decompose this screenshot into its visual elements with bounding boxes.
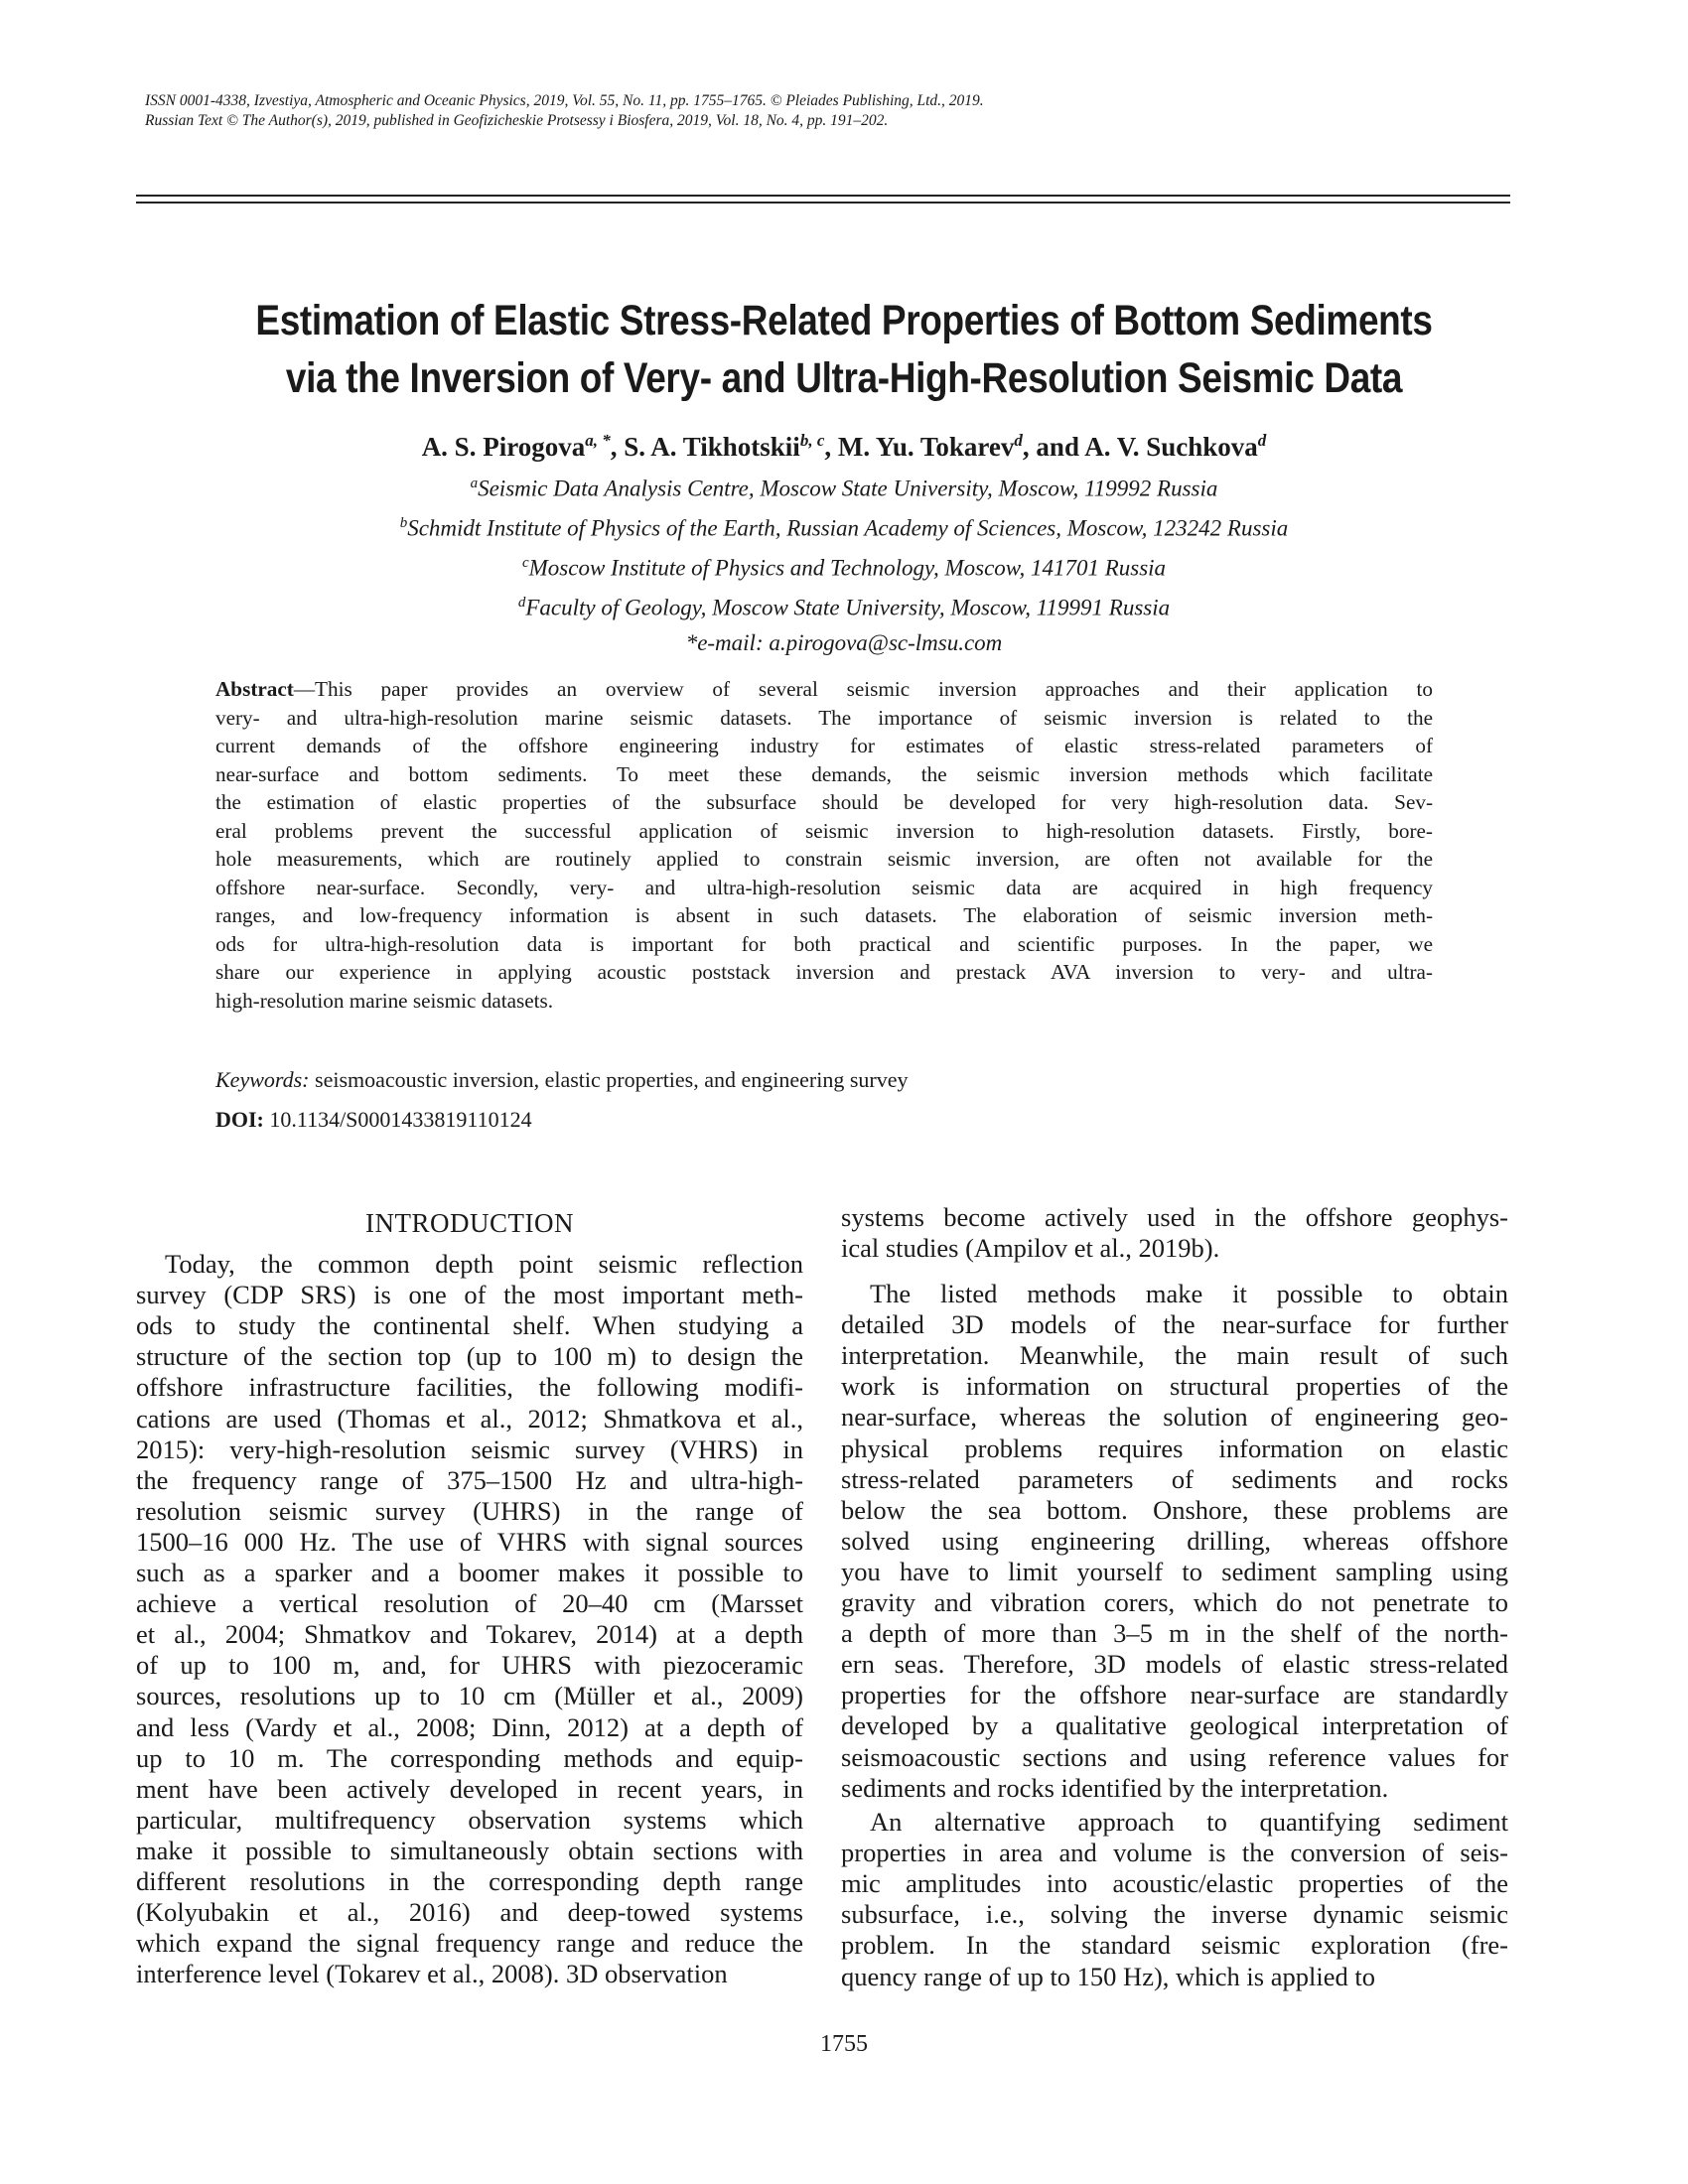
affiliation-text: Seismic Data Analysis Centre, Moscow State University, Moscow, 119992 Russia	[478, 476, 1218, 501]
body-text-line: ical studies (Ampilov et al., 2019b).	[841, 1233, 1220, 1264]
abstract-line: hole measurements, which are routinely applied to constrain seismic inversion, are often not available for the	[215, 847, 1433, 871]
author-separator: , and	[1022, 432, 1085, 462]
body-text-line: sediments and rocks identified by the interpretation.	[841, 1772, 1389, 1803]
journal-citation-line: ISSN 0001-4338, Izvestiya, Atmospheric and Oceanic Physics, 2019, Vol. 55, No. 11, pp. 1755–1765. © Pleiades Publishing, Ltd., 2019.	[145, 92, 984, 109]
body-text-line: problem. In the standard seismic exploration (fre-	[841, 1930, 1508, 1961]
body-text-line: near-surface, whereas the solution of engineering geo-	[841, 1402, 1508, 1433]
abstract-line: ods for ultra-high-resolution data is important for both practical and scientific purposes. In the paper, we	[215, 931, 1433, 956]
body-text-line: a depth of more than 3–5 m in the shelf of the north-	[841, 1618, 1508, 1649]
body-text-line: sources, resolutions up to 10 cm (Müller et al., 2009)	[136, 1681, 803, 1711]
affiliation-line	[99, 626, 1589, 661]
author-affiliation-mark: d	[1257, 431, 1267, 450]
abstract-line	[215, 675, 1433, 704]
title-line-2: via the Inversion of Very- and Ultra-High-Resolution Seismic Data	[285, 354, 1403, 402]
body-text-line: ment have been actively developed in recent years, in	[136, 1773, 803, 1804]
body-text-line: quency range of up to 150 Hz), which is applied to	[841, 1961, 1375, 1991]
doi-line	[215, 1106, 532, 1134]
affiliation-mark: a	[470, 476, 479, 491]
body-text-line: properties in area and volume is the conversion of seis-	[841, 1838, 1508, 1868]
doi-label: DOI:	[215, 1107, 264, 1132]
body-text-line: such as a sparker and a boomer makes it possible to	[136, 1558, 803, 1587]
body-text-line: interference level (Tokarev et al., 2008). 3D observation	[136, 1959, 728, 1989]
abstract-line: the estimation of elastic properties of the subsurface should be developed for very high-resolution data. Sev-	[215, 790, 1433, 814]
body-text-line: An alternative approach to quantifying sediment	[870, 1807, 1508, 1837]
body-text-line: make it possible to simultaneously obtain sections with	[136, 1835, 803, 1865]
body-text-line: 2015): very-high-resolution seismic survey (VHRS) in	[136, 1433, 803, 1464]
body-text-line: you have to limit yourself to sediment sampling using	[841, 1556, 1508, 1586]
body-text-line: detailed 3D models of the near-surface for further	[841, 1309, 1508, 1340]
body-text-line: achieve a vertical resolution of 20–40 cm (Marsset	[136, 1588, 803, 1619]
author-separator: ,	[610, 432, 625, 462]
abstract-text: —This paper provides an overview of several seismic inversion approaches and their application to	[293, 677, 1433, 701]
body-text-line: stress-related parameters of sediments and rocks	[841, 1463, 1508, 1494]
abstract-line: current demands of the offshore engineering industry for estimates of elastic stress-related parameters of	[215, 734, 1433, 757]
author-name: A. S. Pirogova	[421, 432, 586, 462]
body-text-line: up to 10 m. The corresponding methods and equip-	[136, 1742, 803, 1773]
keywords-label: Keywords:	[215, 1067, 310, 1092]
body-text-line: properties for the offshore near-surface are standardly	[841, 1680, 1508, 1710]
russian-text-citation-line: Russian Text © The Author(s), 2019, published in Geofizicheskie Protsessy i Biosfera, 2019, Vol. 18, No. 4, pp. 191–202.	[145, 112, 889, 129]
author-affiliation-mark: a, *	[585, 431, 611, 450]
title-line-1: Estimation of Elastic Stress-Related Properties of Bottom Sediments	[255, 297, 1433, 344]
abstract-line: share our experience in applying acoustic poststack inversion and prestack AVA inversion to very- and ultra-	[215, 960, 1433, 984]
author-name: A. V. Suchkova	[1084, 432, 1258, 462]
body-text-line: ods to study the continental shelf. When studying a	[136, 1310, 803, 1341]
body-text-line: resolution seismic survey (UHRS) in the range of	[136, 1495, 803, 1526]
body-text-line: (Kolyubakin et al., 2016) and deep-towed systems	[136, 1897, 803, 1928]
body-text-line: the frequency range of 375–1500 Hz and ultra-high-	[136, 1464, 803, 1495]
affiliation-text: Schmidt Institute of Physics of the Earth, Russian Academy of Sciences, Moscow, 123242 Russia	[407, 515, 1289, 541]
body-text-line: of up to 100 m, and, for UHRS with piezoceramic	[136, 1650, 803, 1681]
author-name: S. A. Tikhotskii	[624, 432, 800, 462]
body-text-line: et al., 2004; Shmatkov and Tokarev, 2014) at a depth	[136, 1619, 803, 1650]
body-text-line: which expand the signal frequency range and reduce the	[136, 1928, 803, 1959]
body-text-line: structure of the section top (up to 100 m) to design the	[136, 1341, 803, 1372]
abstract-label: Abstract	[215, 677, 294, 701]
affiliation-mark: d	[517, 595, 526, 612]
body-text-line: ern seas. Therefore, 3D models of elastic stress-related	[841, 1649, 1508, 1680]
keywords-text: seismoacoustic inversion, elastic properties, and engineering survey	[309, 1067, 909, 1092]
body-text-line: different resolutions in the corresponding depth range	[136, 1866, 803, 1896]
author-separator: ,	[824, 432, 838, 462]
header-rule-top	[136, 195, 1510, 197]
body-text-line: The listed methods make it possible to obtain	[870, 1279, 1508, 1308]
body-text-line: work is information on structural properties of the	[841, 1371, 1508, 1402]
body-text-line: particular, multifrequency observation systems which	[136, 1804, 803, 1835]
doi-text: 10.1134/S0001433819110124	[263, 1107, 532, 1132]
abstract-line: offshore near-surface. Secondly, very- and ultra-high-resolution seismic data are acquired in high frequency	[215, 875, 1433, 899]
body-text-line: offshore infrastructure facilities, the following modifi-	[136, 1372, 803, 1403]
body-text-line: systems become actively used in the offshore geophys-	[841, 1202, 1508, 1232]
page-number: 1755	[820, 2031, 868, 2057]
affiliation-line	[99, 586, 1589, 625]
body-text-line: and less (Vardy et al., 2008; Dinn, 2012) at a depth of	[136, 1711, 803, 1742]
body-text-line: below the sea bottom. Onshore, these problems are	[841, 1494, 1508, 1525]
affiliation-text: *e-mail: a.pirogova@sc-lmsu.com	[685, 629, 1003, 655]
body-text-line: survey (CDP SRS) is one of the most important meth-	[136, 1280, 803, 1310]
author-name: M. Yu. Tokarev	[837, 432, 1015, 462]
header-rule-bottom	[136, 202, 1510, 204]
affiliation-line	[99, 506, 1589, 546]
body-text-line: gravity and vibration corers, which do not penetrate to	[841, 1587, 1508, 1617]
keywords-line	[215, 1066, 909, 1094]
abstract-line: ranges, and low-frequency information is absent in such datasets. The elaboration of seismic inversion meth-	[215, 903, 1433, 927]
affiliation-text: Faculty of Geology, Moscow State University, Moscow, 119991 Russia	[525, 596, 1171, 621]
paper-title	[204, 292, 1484, 407]
body-text-line: physical problems requires information on elastic	[841, 1433, 1508, 1463]
abstract-line: very- and ultra-high-resolution marine seismic datasets. The importance of seismic inversion is related to the	[215, 705, 1433, 730]
abstract-block	[215, 675, 1433, 1015]
body-text-line: solved using engineering drilling, whereas offshore	[841, 1525, 1508, 1556]
body-text-line: Today, the common depth point seismic reflection	[165, 1249, 803, 1279]
abstract-line: eral problems prevent the successful application of seismic inversion to high-resolution datasets. Firstly, bore-	[215, 818, 1433, 843]
author-affiliation-mark: b, c	[799, 431, 825, 450]
body-text-line: interpretation. Meanwhile, the main result of such	[841, 1340, 1508, 1371]
body-text-line: 1500–16 000 Hz. The use of VHRS with signal sources	[136, 1526, 803, 1557]
body-text-line: cations are used (Thomas et al., 2012; Shmatkova et al.,	[136, 1403, 803, 1433]
abstract-line: near-surface and bottom sediments. To meet these demands, the seismic inversion methods which facilitate	[215, 761, 1433, 786]
affiliation-line	[99, 467, 1589, 506]
author-affiliation-mark: d	[1014, 431, 1023, 450]
abstract-line: high-resolution marine seismic datasets.	[215, 988, 554, 1013]
body-text-line: mic amplitudes into acoustic/elastic properties of the	[841, 1868, 1508, 1899]
body-text-line: subsurface, i.e., solving the inverse dynamic seismic	[841, 1899, 1508, 1930]
body-text-line: developed by a qualitative geological interpretation of	[841, 1710, 1508, 1741]
author-list	[99, 424, 1589, 464]
affiliation-text: Moscow Institute of Physics and Technology, Moscow, 141701 Russia	[528, 555, 1167, 581]
body-text-line: seismoacoustic sections and using reference values for	[841, 1741, 1508, 1772]
affiliation-mark: b	[399, 515, 408, 532]
affiliation-list	[99, 467, 1589, 660]
section-heading-introduction: INTRODUCTION	[365, 1208, 574, 1238]
affiliation-line	[99, 546, 1589, 586]
affiliation-mark: c	[521, 555, 529, 572]
